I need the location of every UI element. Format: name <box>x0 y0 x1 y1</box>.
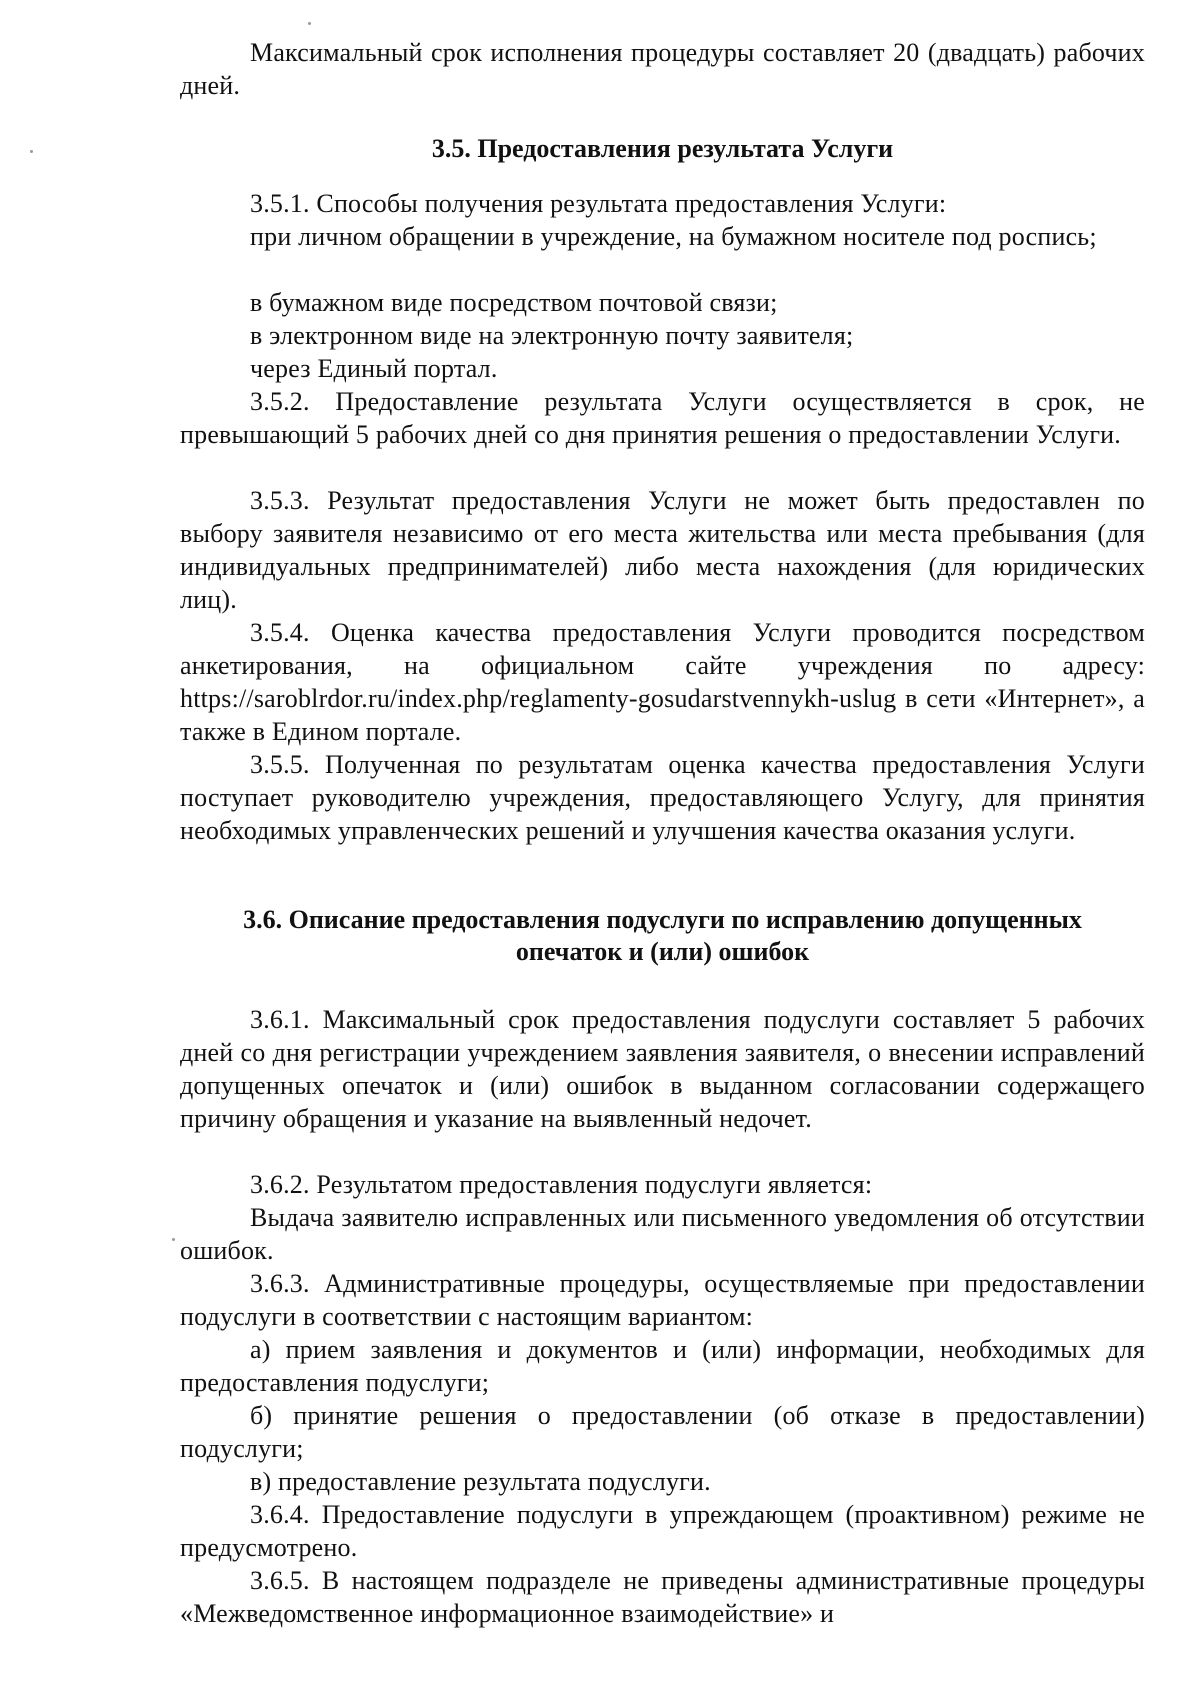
paragraph-3-5-1-item-2: в бумажном виде посредством почтовой связи; <box>250 288 778 317</box>
portal-url-link[interactable]: https://saroblrdor.ru/index.php/reglamenty-gosudarstvennykh-uslug <box>180 684 897 713</box>
paragraph-3-6-1: 3.6.1. Максимальный срок предоставления подуслуги составляет 5 рабочих дней со дня регистрации учреждением заявления заявителя, о внесении исправлений допущенных опечаток и (или) ошибок в выданном согласовании содержащего причину обращения и указание на выявленный недочет. <box>180 1005 1145 1133</box>
paragraph-3-5-1-item-3: в электронном виде на электронную почту заявителя; <box>250 321 854 350</box>
paragraph-3-6-2-title: 3.6.2. Результатом предоставления подуслуги является: <box>250 1170 873 1199</box>
section-3-5-heading: 3.5. Предоставления результата Услуги <box>431 134 894 163</box>
scan-speck <box>30 150 33 153</box>
paragraph-3-5-3: 3.5.3. Результат предоставления Услуги не может быть предоставлен по выбору заявителя независимо от его места жительства или места пребывания (для индивидуальных предпринимателей) либо места нахождения (для юридических лиц). <box>180 486 1145 614</box>
paragraph-3-6-3-item-a: а) прием заявления и документов и (или) информации, необходимых для предоставления подуслуги; <box>180 1335 1145 1397</box>
paragraph-3-5-1-item-1: при личном обращении в учреждение, на бумажном носителе под роспись; <box>250 222 1097 251</box>
paragraph-3-6-3-item-c: в) предоставление результата подуслуги. <box>250 1467 711 1496</box>
scan-speck <box>172 1238 175 1241</box>
paragraph-3-5-1-title: 3.5.1. Способы получения результата предоставления Услуги: <box>250 189 947 218</box>
paragraph-3-5-4-start: 3.5.4. Оценка качества предоставления Услуги проводится посредством анкетирования, на официальном сайте учреждения по адресу: <box>180 618 1145 680</box>
paragraph-3-6-2-text: Выдача заявителю исправленных или письменного уведомления об отсутствии ошибок. <box>180 1203 1145 1265</box>
paragraph-3-6-3-item-b: б) принятие решения о предоставлении (об отказе в предоставлении) подуслуги; <box>180 1401 1145 1463</box>
paragraph-3-6-5: 3.6.5. В настоящем подразделе не приведены административные процедуры «Межведомственное информационное взаимодействие» и <box>180 1566 1145 1628</box>
section-3-6-heading <box>180 904 1145 968</box>
paragraph-3-5-2: 3.5.2. Предоставление результата Услуги осуществляется в срок, не превышающий 5 рабочих дней со дня принятия решения о предоставлении Услуги. <box>180 387 1145 449</box>
paragraph-3-5-4 <box>180 616 1145 748</box>
scan-speck <box>308 22 311 25</box>
intro-paragraph: Максимальный срок исполнения процедуры составляет 20 (двадцать) рабочих дней. <box>180 38 1145 100</box>
section-3-6-heading-line-1: 3.6. Описание предоставления подуслуги по исправлению допущенных <box>243 905 1082 934</box>
paragraph-3-5-1-item-4: через Единый портал. <box>250 354 498 383</box>
paragraph-3-6-4: 3.6.4. Предоставление подуслуги в упреждающем (проактивном) режиме не предусмотрено. <box>180 1500 1145 1562</box>
paragraph-3-6-3-title: 3.6.3. Административные процедуры, осуществляемые при предоставлении подуслуги в соответствии с настоящим вариантом: <box>180 1269 1145 1331</box>
paragraph-3-5-5: 3.5.5. Полученная по результатам оценка качества предоставления Услуги поступает руководителю учреждения, предоставляющего Услугу, для принятия необходимых управленческих решений и улучшения качества оказания услуги. <box>180 750 1145 845</box>
paragraph-3-5-4-end: в сети «Интернет», а также в Едином портале. <box>180 684 1145 746</box>
section-3-6-heading-line-2: опечаток и (или) ошибок <box>515 937 810 966</box>
